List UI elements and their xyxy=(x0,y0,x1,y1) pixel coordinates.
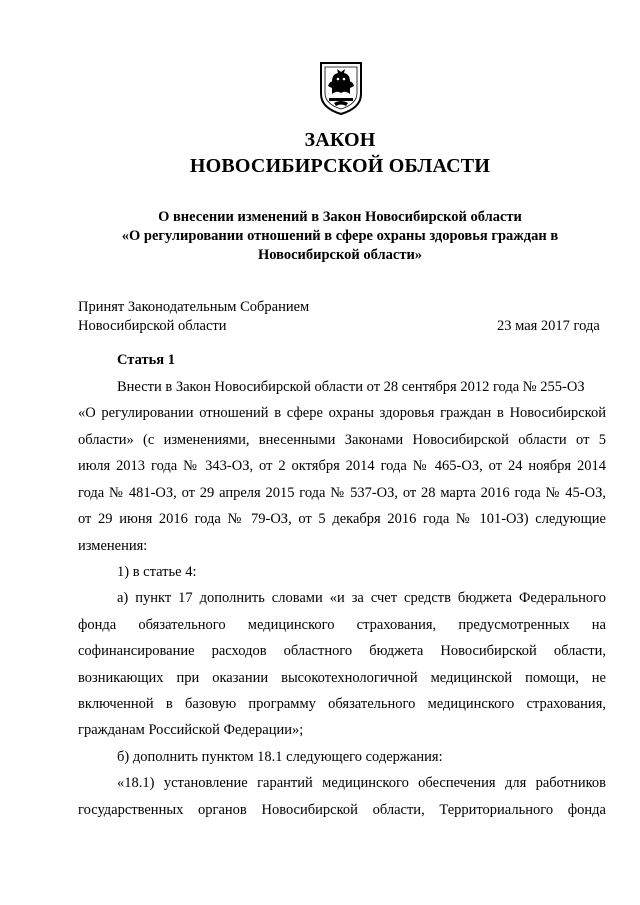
body-line: «О регулировании отношений в сфере охраны здоровья граждан в Новосибирской xyxy=(78,405,606,421)
adopted-by-line-1: Принят Законодательным Собранием xyxy=(78,299,310,315)
body-line: Внести в Закон Новосибирской области от 28 сентября 2012 года № 255-ОЗ xyxy=(117,379,585,395)
body-line: июля 2013 года № 343-ОЗ, от 2 октября 2014 года № 465-ОЗ, от 24 ноября 2014 xyxy=(78,458,606,474)
body-line: фонда обязательного медицинского страхования, предусмотренных на xyxy=(78,617,606,633)
coat-of-arms-icon xyxy=(318,60,364,116)
body-line: включенной в базовую программу обязательного медицинского страхования, xyxy=(78,696,606,712)
body-line: б) дополнить пунктом 18.1 следующего содержания: xyxy=(117,749,443,765)
body-line: а) пункт 17 дополнить словами «и за счет средств бюджета Федерального xyxy=(117,590,606,606)
body-line: изменения: xyxy=(78,538,148,554)
body-line: государственных органов Новосибирской области, Территориального фонда xyxy=(78,802,606,818)
body-line: года № 481-ОЗ, от 29 апреля 2015 года № 537-ОЗ, от 28 марта 2016 года № 45-ОЗ, xyxy=(78,485,606,501)
body-line: 1) в статье 4: xyxy=(117,564,197,580)
body-line: от 29 июня 2016 года № 79-ОЗ, от 5 декабря 2016 года № 101-ОЗ) следующие xyxy=(78,511,606,527)
body-line: гражданам Российской Федерации»; xyxy=(78,722,304,738)
body-line: возникающих при оказании высокотехнологичной медицинской помощи, не xyxy=(78,670,606,686)
adoption-date: 23 мая 2017 года xyxy=(497,318,600,334)
law-subject-line-3: Новосибирской области» xyxy=(257,247,423,263)
body-line: софинансирование расходов областного бюджета Новосибирской области, xyxy=(78,643,606,659)
law-title: ЗАКОН xyxy=(304,129,376,151)
law-subject-line-2: «О регулировании отношений в сфере охраны здоровья граждан в xyxy=(121,228,559,244)
law-subject-line-1: О внесении изменений в Закон Новосибирской области xyxy=(158,209,522,225)
body-line: «18.1) установление гарантий медицинского обеспечения для работников xyxy=(117,775,606,791)
article-heading: Статья 1 xyxy=(117,352,175,368)
body-line: области» (с изменениями, внесенными Законами Новосибирской области от 5 xyxy=(78,432,606,448)
law-region-title: НОВОСИБИРСКОЙ ОБЛАСТИ xyxy=(189,155,491,177)
adopted-by-line-2: Новосибирской области xyxy=(78,318,227,334)
